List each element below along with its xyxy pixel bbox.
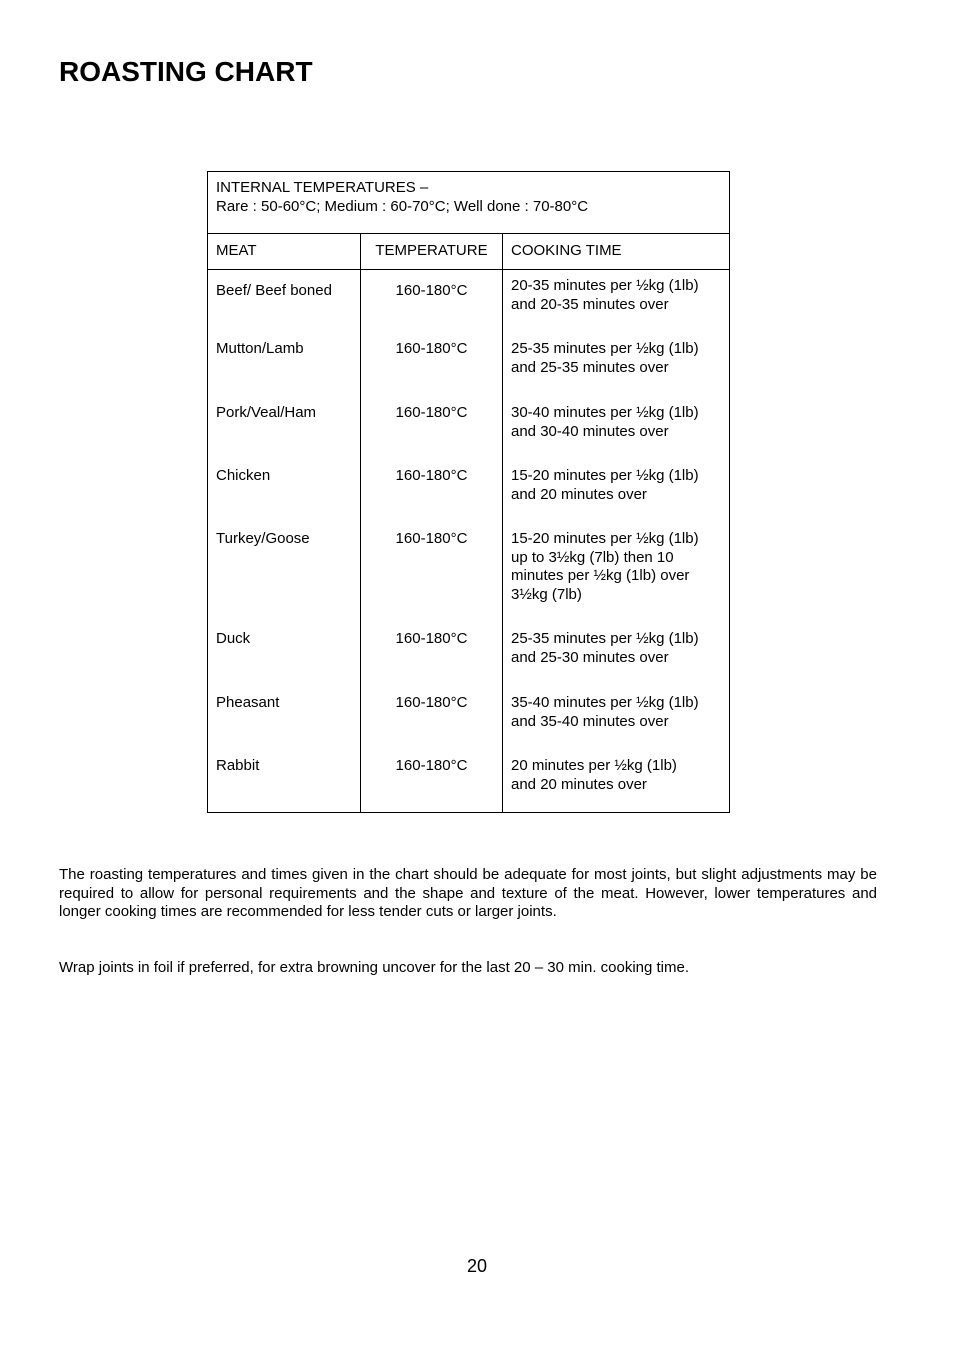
cell-cooking-time-line: 35-40 minutes per ½kg (1lb) — [511, 694, 699, 711]
cell-cooking-time-line: and 30-40 minutes over — [511, 422, 669, 440]
notes-paragraph-adjustments: The roasting temperatures and times given in the chart should be adequate for most joints, but slight adjustments may be required to allow for personal requirements and the shape and texture of the meat. However, lower temperatures and longer cooking times are recommended for less tender cuts or larger joints. — [59, 866, 877, 921]
cell-cooking-time-line: and 20-35 minutes over — [511, 295, 669, 313]
header-meat: MEAT — [216, 242, 257, 259]
cell-temperature: 160-180°C — [395, 404, 468, 421]
cell-cooking-time-line: 20 minutes per ½kg (1lb) — [511, 757, 677, 774]
cell-cooking-time-line: minutes per ½kg (1lb) over — [511, 567, 690, 584]
cell-temperature: 160-180°C — [395, 630, 468, 647]
cell-cooking-time-line: and 20 minutes over — [511, 485, 647, 503]
cell-meat: Rabbit — [216, 757, 260, 774]
cell-cooking-time-line: and 25-35 minutes over — [511, 358, 669, 376]
column-divider — [360, 233, 361, 812]
cell-meat: Chicken — [216, 467, 271, 484]
cell-cooking-time-line: 30-40 minutes per ½kg (1lb) — [511, 404, 699, 421]
cell-cooking-time-line: 20-35 minutes per ½kg (1lb) — [511, 277, 699, 294]
table-header-row — [208, 233, 729, 270]
cell-cooking-time-line: 25-35 minutes per ½kg (1lb) — [511, 630, 699, 647]
internal-temperatures-heading: INTERNAL TEMPERATURES – — [216, 179, 429, 196]
notes-paragraph-foil: Wrap joints in foil if preferred, for extra browning uncover for the last 20 – 30 min. cooking time. — [59, 959, 690, 976]
cell-meat: Turkey/Goose — [216, 530, 310, 547]
cell-meat: Duck — [216, 630, 251, 647]
header-temperature: TEMPERATURE — [375, 242, 488, 259]
page-title: ROASTING CHART — [59, 56, 313, 87]
cell-temperature: 160-180°C — [395, 694, 468, 711]
internal-temperatures-values: Rare : 50-60°C; Medium : 60-70°C; Well done : 70-80°C — [216, 198, 589, 215]
cell-temperature: 160-180°C — [395, 340, 468, 357]
cell-meat: Beef/ Beef boned — [216, 282, 332, 299]
roasting-chart-table — [207, 171, 730, 813]
cell-cooking-time-line: up to 3½kg (7lb) then 10 — [511, 548, 674, 566]
cell-cooking-time-line: 15-20 minutes per ½kg (1lb) — [511, 467, 699, 484]
cell-temperature: 160-180°C — [395, 282, 468, 299]
cell-cooking-time-line: and 25-30 minutes over — [511, 648, 669, 666]
cell-cooking-time-line: 25-35 minutes per ½kg (1lb) — [511, 340, 699, 357]
cell-cooking-time-line: 3½kg (7lb) — [511, 585, 582, 603]
cell-cooking-time-line: 15-20 minutes per ½kg (1lb) — [511, 530, 699, 547]
page-number: 20 — [466, 1256, 488, 1276]
cell-temperature: 160-180°C — [395, 757, 468, 774]
cell-temperature: 160-180°C — [395, 530, 468, 547]
cell-meat: Mutton/Lamb — [216, 340, 304, 357]
cell-cooking-time-line: and 20 minutes over — [511, 775, 647, 793]
cell-meat: Pork/Veal/Ham — [216, 404, 317, 421]
cell-temperature: 160-180°C — [395, 467, 468, 484]
internal-temperatures-box — [208, 172, 729, 234]
cell-meat: Pheasant — [216, 694, 280, 711]
column-divider — [502, 233, 503, 812]
cell-cooking-time-line: and 35-40 minutes over — [511, 712, 669, 730]
header-cooking-time: COOKING TIME — [511, 242, 622, 259]
